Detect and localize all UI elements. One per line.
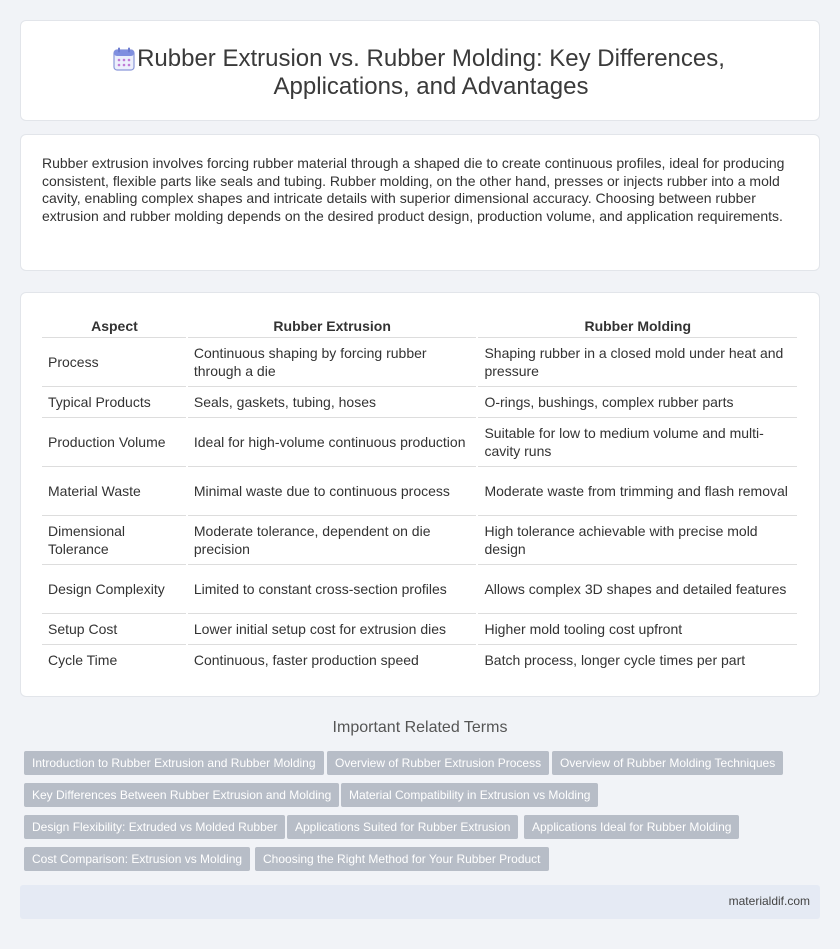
table-row: [42, 564, 798, 613]
page-title: Rubber Extrusion vs. Rubber Molding: Key Differences, Applications, and Advantages: [137, 45, 725, 100]
table-row: [42, 337, 798, 386]
aspect-cell: Setup Cost: [42, 613, 187, 644]
table-row: [42, 386, 798, 417]
molding-cell: Higher mold tooling cost upfront: [477, 613, 798, 644]
aspect-cell: Process: [42, 337, 187, 386]
extrusion-cell: Ideal for high-volume continuous production: [187, 417, 478, 466]
header-aspect: Aspect: [42, 315, 187, 337]
molding-cell: High tolerance achievable with precise mold design: [477, 515, 798, 564]
molding-cell: Allows complex 3D shapes and detailed features: [477, 564, 798, 613]
related-tag[interactable]: Overview of Rubber Molding Techniques: [552, 751, 783, 775]
header-rubber-molding: Rubber Molding: [477, 315, 798, 337]
extrusion-cell: Limited to constant cross-section profiles: [187, 564, 478, 613]
molding-cell: Shaping rubber in a closed mold under heat and pressure: [477, 337, 798, 386]
related-tag[interactable]: Overview of Rubber Extrusion Process: [327, 751, 549, 775]
aspect-cell: Typical Products: [42, 386, 187, 417]
table-header-row: [42, 315, 798, 337]
extrusion-cell: Continuous shaping by forcing rubber through a die: [187, 337, 478, 386]
page-title-wrap: [21, 45, 821, 101]
footer-site-link[interactable]: materialdif.com: [728, 894, 810, 908]
intro-card: [20, 134, 820, 271]
extrusion-cell: Seals, gaskets, tubing, hoses: [187, 386, 478, 417]
table-row: [42, 417, 798, 466]
extrusion-cell: Continuous, faster production speed: [187, 644, 478, 675]
intro-paragraph: Rubber extrusion involves forcing rubber material through a shaped die to create continuous profiles, ideal for producing consistent, flexible parts like seals and tubing. Rubber molding, on the other hand, presses or injects rubber into a mold cavity, enabling complex shapes and intricate details with superior dimensional accuracy. Choosing between rubber extrusion and rubber molding depends on the desired product design, production volume, and application requirements.: [42, 155, 785, 224]
related-tag[interactable]: Applications Ideal for Rubber Molding: [524, 815, 739, 839]
related-tag[interactable]: Applications Suited for Rubber Extrusion: [287, 815, 518, 839]
related-tag[interactable]: Design Flexibility: Extruded vs Molded Rubber: [24, 815, 285, 839]
footer: [20, 885, 820, 919]
comparison-card: [20, 292, 820, 697]
molding-cell: Moderate waste from trimming and flash removal: [477, 466, 798, 515]
molding-cell: Suitable for low to medium volume and multi-cavity runs: [477, 417, 798, 466]
related-tag[interactable]: Choosing the Right Method for Your Rubber Product: [255, 847, 549, 871]
extrusion-cell: Moderate tolerance, dependent on die precision: [187, 515, 478, 564]
table-row: [42, 644, 798, 675]
extrusion-cell: Lower initial setup cost for extrusion dies: [187, 613, 478, 644]
related-tag[interactable]: Key Differences Between Rubber Extrusion and Molding: [24, 783, 339, 807]
extrusion-cell: Minimal waste due to continuous process: [187, 466, 478, 515]
related-tag[interactable]: Introduction to Rubber Extrusion and Rubber Molding: [24, 751, 324, 775]
comparison-table: [42, 315, 799, 675]
aspect-cell: Material Waste: [42, 466, 187, 515]
related-terms-title: Important Related Terms: [332, 719, 508, 736]
related-tag[interactable]: Cost Comparison: Extrusion vs Molding: [24, 847, 250, 871]
header-rubber-extrusion: Rubber Extrusion: [187, 315, 478, 337]
title-card: [20, 20, 820, 121]
aspect-cell: Cycle Time: [42, 644, 187, 675]
table-row: [42, 466, 798, 515]
aspect-cell: Design Complexity: [42, 564, 187, 613]
molding-cell: O-rings, bushings, complex rubber parts: [477, 386, 798, 417]
table-row: [42, 515, 798, 564]
molding-cell: Batch process, longer cycle times per part: [477, 644, 798, 675]
aspect-cell: Production Volume: [42, 417, 187, 466]
related-tag[interactable]: Material Compatibility in Extrusion vs Molding: [341, 783, 598, 807]
aspect-cell: Dimensional Tolerance: [42, 515, 187, 564]
table-row: [42, 613, 798, 644]
